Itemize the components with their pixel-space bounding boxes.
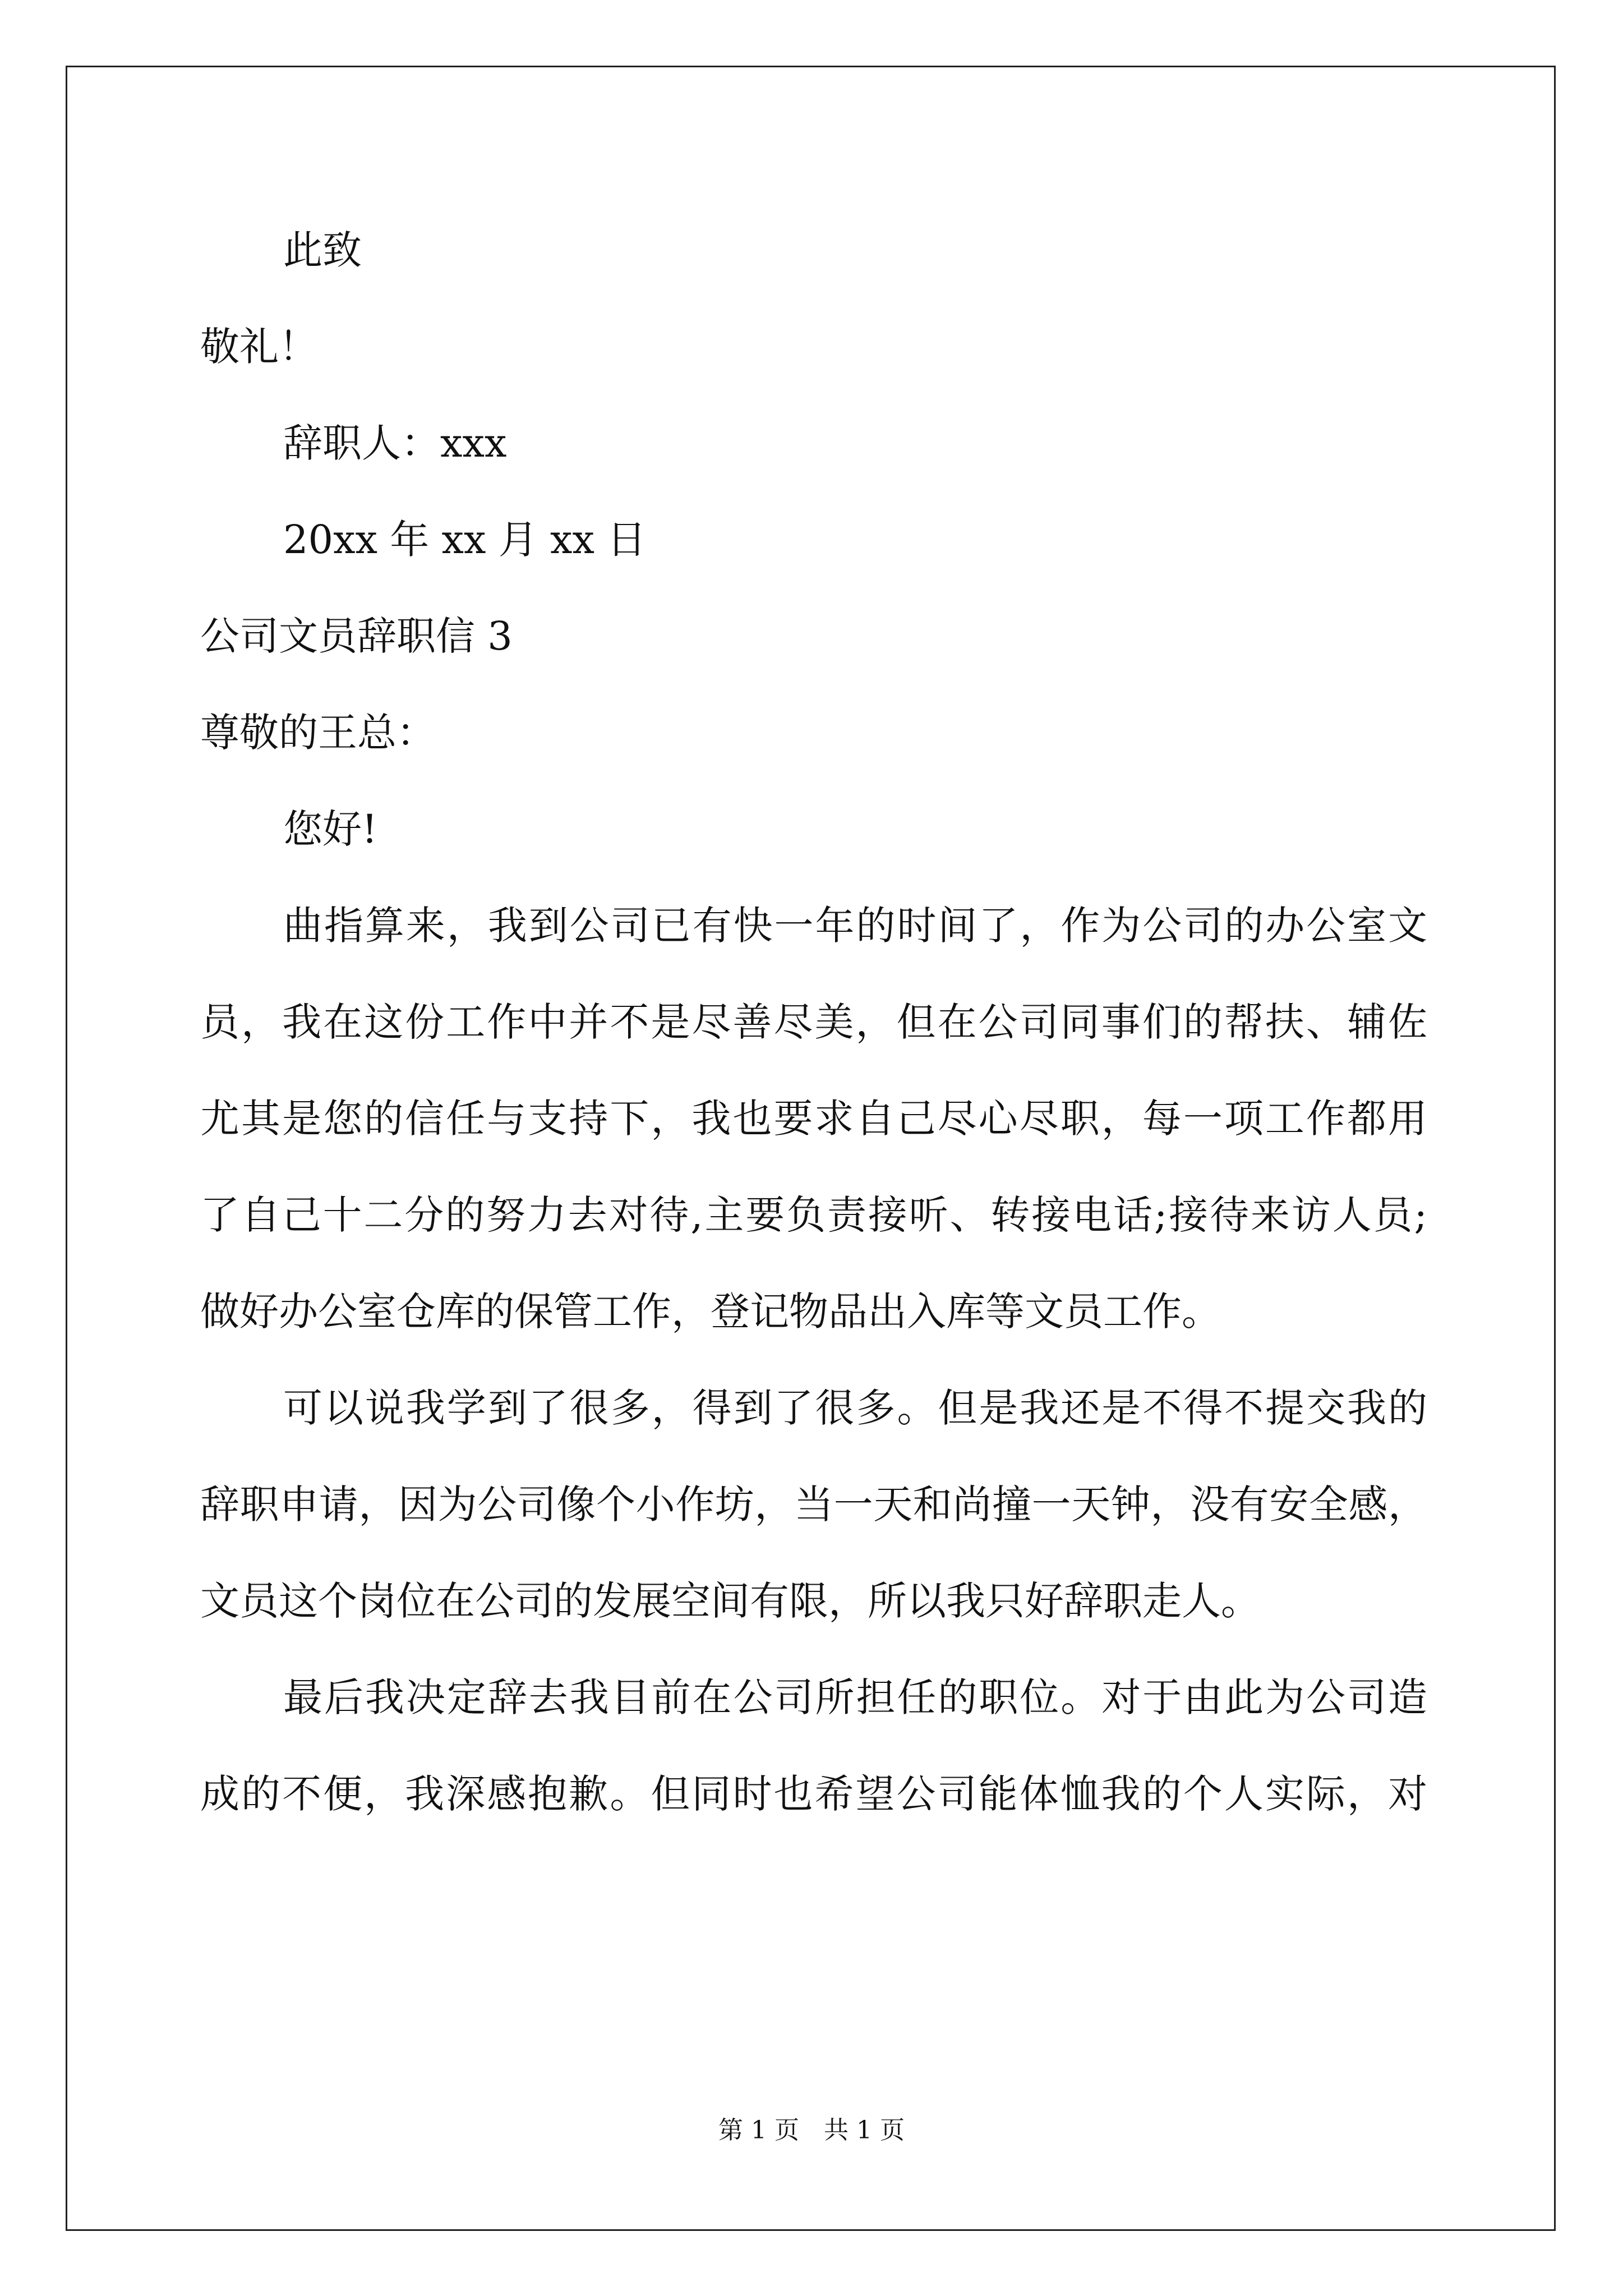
page-number-footer: 第 1 页 共 1 页 bbox=[718, 2116, 905, 2145]
page-border bbox=[66, 66, 1556, 2231]
greeting-hello: 您好! bbox=[283, 806, 378, 852]
signature-line: 辞职人：xxx bbox=[283, 420, 507, 466]
paragraph-3-line-2: 成的不便，我深感抱歉。但同时也希望公司能体恤我的个人实际，对 bbox=[200, 1771, 1427, 1817]
paragraph-2-line-2: 辞职申请，因为公司像个小作坊，当一天和尚撞一天钟，没有安全感， bbox=[200, 1481, 1427, 1527]
paragraph-2-line-3: 文员这个岗位在公司的发展空间有限，所以我只好辞职走人。 bbox=[200, 1578, 1260, 1624]
paragraph-1-line-3: 尤其是您的信任与支持下，我也要求自己尽心尽职，每一项工作都用 bbox=[200, 1096, 1427, 1142]
paragraph-1-line-5: 做好办公室仓库的保管工作，登记物品出入库等文员工作。 bbox=[200, 1289, 1221, 1335]
section-title: 公司文员辞职信 3 bbox=[200, 613, 513, 659]
paragraph-3-line-1: 最后我决定辞去我目前在公司所担任的职位。对于由此为公司造 bbox=[283, 1674, 1427, 1720]
closing-phrase: 此致 bbox=[283, 227, 362, 273]
greeting-recipient: 尊敬的王总： bbox=[200, 710, 436, 756]
salutation-regards: 敬礼！ bbox=[200, 324, 318, 370]
date-line: 20xx 年 xx 月 xx 日 bbox=[283, 517, 647, 563]
paragraph-1-line-2: 员，我在这份工作中并不是尽善尽美，但在公司同事们的帮扶、辅佐 bbox=[200, 999, 1427, 1045]
paragraph-2-line-1: 可以说我学到了很多，得到了很多。但是我还是不得不提交我的 bbox=[283, 1385, 1427, 1431]
paragraph-1-line-4: 了自己十二分的努力去对待,主要负责接听、转接电话;接待来访人员; bbox=[200, 1192, 1427, 1238]
paragraph-1-line-1: 曲指算来，我到公司已有快一年的时间了，作为公司的办公室文 bbox=[283, 903, 1427, 949]
